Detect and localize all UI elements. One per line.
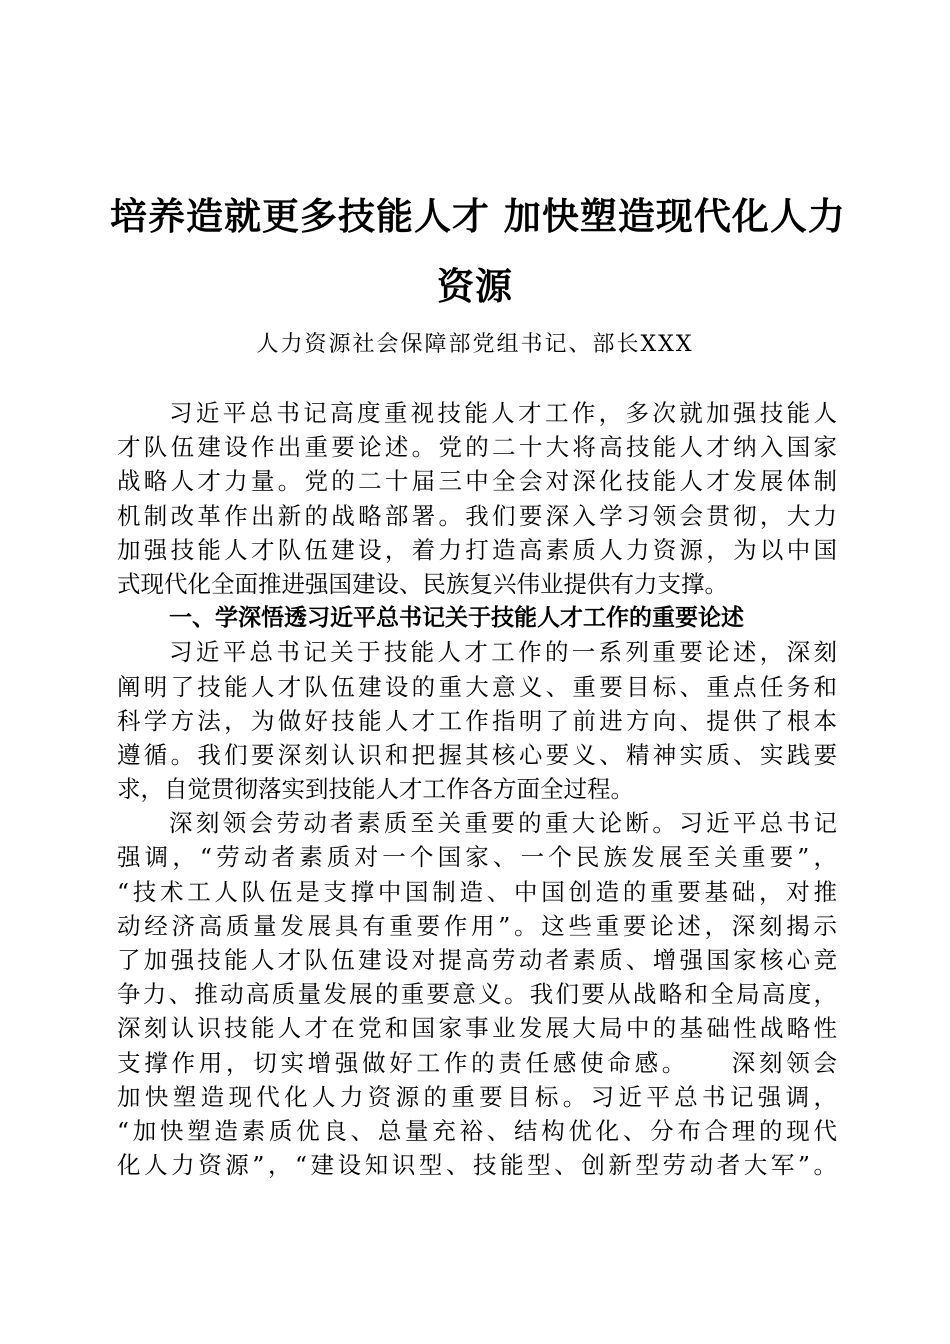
paragraph-line: “技术工人队伍是支撑中国制造、中国创造的重要基础，对推: [117, 877, 837, 906]
paragraph-line: 习近平总书记高度重视技能人才工作，多次就加强技能人: [169, 399, 837, 427]
paragraph-line: 加快塑造现代化人力资源的重要目标。习近平总书记强调，: [117, 1082, 837, 1111]
author-byline: 人力资源社会保障部党组书记、部长XXX: [256, 332, 694, 357]
paragraph-line: 争力、推动高质量发展的重要意义。我们要从战略和全局高度，: [117, 980, 837, 1009]
paragraph-line: 遵循。我们要深刻认识和把握其核心要义、精神实质、实践要: [117, 740, 837, 769]
section-heading: 一、学深悟透习近平总书记关于技能人才工作的重要论述: [169, 605, 744, 632]
paragraph-line: 求，自觉贯彻落实到技能人才工作各方面全过程。: [117, 775, 634, 804]
paragraph-line: 深刻领会劳动者素质至关重要的重大论断。习近平总书记: [169, 809, 837, 838]
paragraph-line: 深刻认识技能人才在党和国家事业发展大局中的基础性战略性: [117, 1014, 837, 1043]
document-title-line-2: 资源: [437, 264, 513, 308]
paragraph-line: 化人力资源”，“建设知识型、技能型、创新型劳动者大军”。: [117, 1151, 837, 1180]
paragraph-line: 强调，“劳动者素质对一个国家、一个民族发展至关重要”，: [117, 843, 837, 872]
paragraph-line: 才队伍建设作出重要论述。党的二十大将高技能人才纳入国家: [117, 433, 837, 462]
paragraph-line: 习近平总书记关于技能人才工作的一系列重要论述，深刻: [169, 638, 837, 667]
paragraph-line: “加快塑造素质优良、总量充裕、结构优化、分布合理的现代: [117, 1116, 837, 1145]
document-body: [117, 396, 837, 1182]
paragraph-line: 式现代化全面推进强国建设、民族复兴伟业提供有力支撑。: [117, 569, 728, 598]
paragraph-line: 阐明了技能人才队伍建设的重大意义、重要目标、重点任务和: [117, 672, 837, 701]
paragraph-line: 动经济高质量发展具有重要作用”。这些重要论述，深刻揭示: [117, 911, 837, 940]
paragraph-line: 加强技能人才队伍建设，着力打造高素质人力资源，为以中国: [117, 535, 837, 564]
paragraph-line: 战略人才力量。党的二十届三中全会对深化技能人才发展体制: [117, 467, 837, 496]
paragraph-line: 支撑作用，切实增强做好工作的责任感使命感。 深刻领会: [117, 1048, 837, 1077]
paragraph-line: 科学方法，为做好技能人才工作指明了前进方向、提供了根本: [117, 706, 837, 735]
paragraph-line: 机制改革作出新的战略部署。我们要深入学习领会贯彻，大力: [117, 501, 837, 530]
paragraph-line: 了加强技能人才队伍建设对提高劳动者素质、增强国家核心竞: [117, 946, 837, 974]
document-title-line-1: 培养造就更多技能人才 加快塑造现代化人力: [110, 194, 846, 238]
